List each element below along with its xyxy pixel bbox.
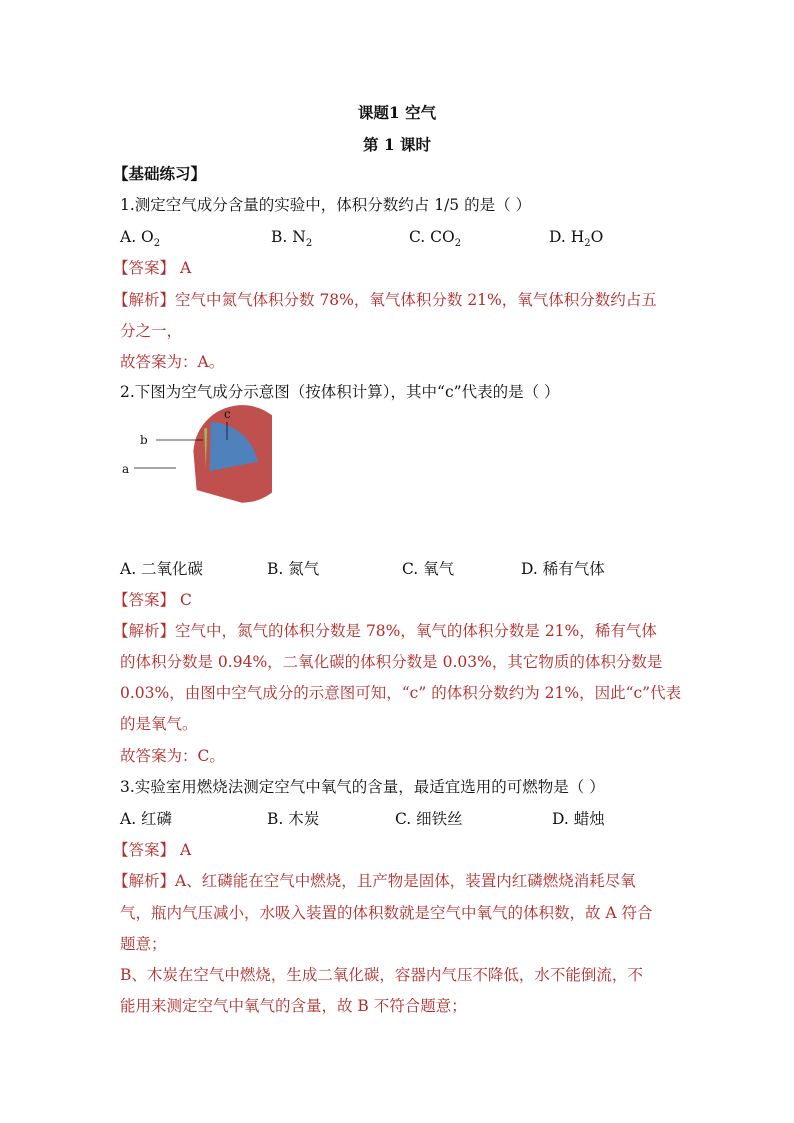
q2-analysis-line-2: 的体积分数是 0.94%，二氧化碳的体积分数是 0.03%，其它物质的体积分数是 [120,653,663,671]
q3-option-c: C. 细铁丝 [395,810,463,828]
q2-analysis-line-3: 0.03%，由图中空气成分的示意图可知，“c” 的体积分数约为 21%，因此“c”代表 [120,684,682,702]
q1-analysis-line-1: 【解析】空气中氮气体积分数 78%，氧气体积分数 21%，氧气体积分数约占五 [113,291,657,309]
q1-answer: 【答案】 A [113,259,192,277]
pie-label-a: a [122,462,130,476]
q2-analysis-line-4: 的是氧气。 [120,715,198,733]
q2-option-b: B. 氮气 [267,560,320,578]
q3-option-a: A. 红磷 [120,810,173,828]
q2-answer: 【答案】 C [113,591,192,609]
pie-label-c: c [224,407,231,421]
q1-analysis-line-2: 分之一， [120,322,183,340]
q2-stem: 2.下图为空气成分示意图（按体积计算），其中“c”代表的是（ ） [120,383,560,401]
q1-option-c: C. $CO_2$ [409,228,462,250]
q3-analysis-line-5: 能用来测定空气中氧气的含量，故 B 不符合题意； [120,997,467,1015]
q2-option-d: D. 稀有气体 [521,560,605,578]
q3-option-b: B. 木炭 [267,810,320,828]
q2-analysis-line-1: 【解析】空气中，氮气的体积分数是 78%，氧气的体积分数是 21%，稀有气体 [113,622,657,640]
q3-analysis-line-2: 气，瓶内气压减小，水吸入装置的体积数就是空气中氧气的体积数，故 A 符合 [120,904,653,922]
q1-option-a: A. $O_2$ [120,228,161,250]
q3-analysis-line-3: 题意； [120,935,167,953]
q2-option-a: A. 二氧化碳 [120,560,204,578]
air-composition-pie-chart [112,404,272,554]
pie-label-b: b [140,433,148,447]
q2-conclusion: 故答案为：C。 [120,747,225,765]
page-subtitle: 第 1 课时 [362,135,432,154]
q1-conclusion: 故答案为：A。 [120,353,225,371]
q3-analysis-line-1: 【解析】A、红磷能在空气中燃烧，且产物是固体，装置内红磷燃烧消耗尽氧 [113,872,636,890]
q1-option-b: B. $N_2$ [271,228,313,250]
q1-stem: 1.测定空气成分含量的实验中，体积分数约占 1/5 的是（ ） [120,196,532,214]
page-title: 课题1 空气 [357,103,437,122]
q3-answer: 【答案】 A [113,841,192,859]
q3-stem: 3.实验室用燃烧法测定空气中氧气的含量，最适宜选用的可燃物是（ ） [120,778,605,796]
section-heading: 【基础练习】 [113,164,207,183]
q3-option-d: D. 蜡烛 [552,810,605,828]
q3-analysis-line-4: B、木炭在空气中燃烧，生成二氧化碳，容器内气压不降低，水不能倒流，不 [120,966,643,984]
q1-option-d: D. $H_2O$ [549,228,604,250]
q2-option-c: C. 氧气 [402,560,455,578]
